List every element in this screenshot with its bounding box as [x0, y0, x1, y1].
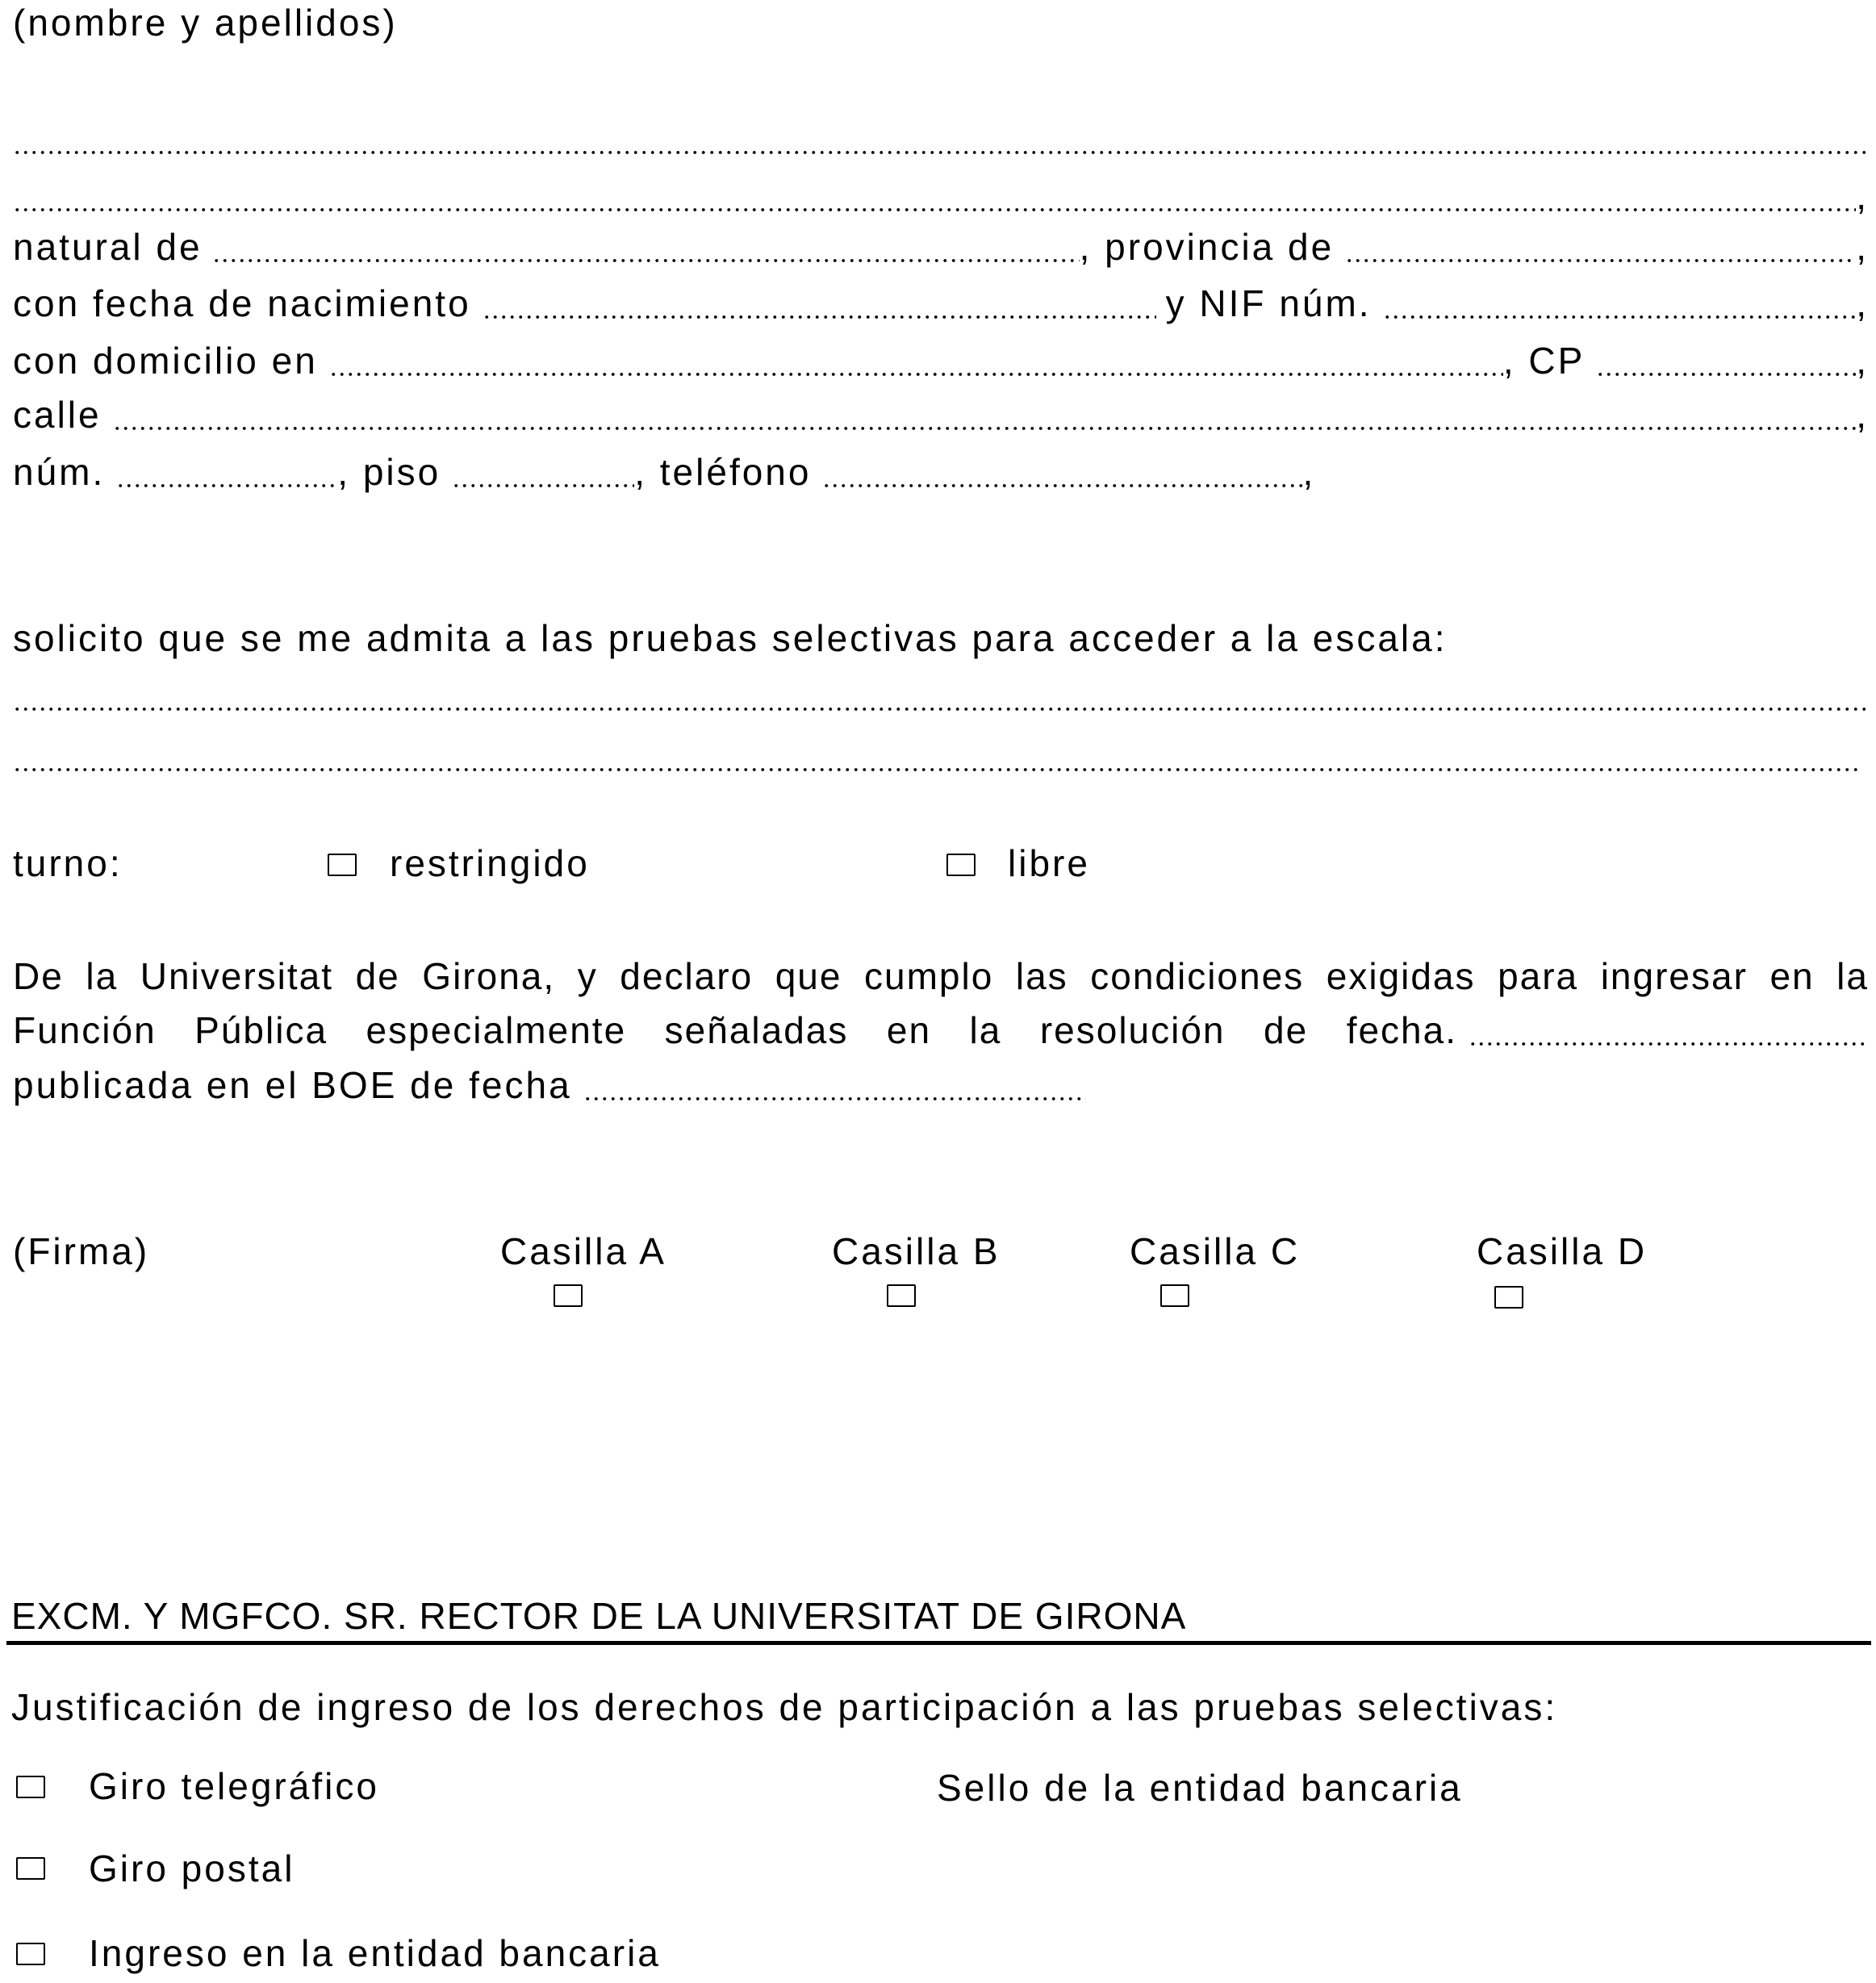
giro-telegrafico-label: Giro telegráfico	[89, 1765, 379, 1807]
turno-label: turno:	[13, 842, 123, 884]
casilla-c-label: Casilla C	[1130, 1230, 1301, 1272]
telefono-field[interactable]	[822, 449, 1302, 495]
escala-line-2[interactable]	[13, 733, 1857, 779]
escala-field-2[interactable]	[13, 733, 1857, 779]
turno-libre-checkbox[interactable]	[946, 854, 976, 876]
nif-field[interactable]	[1383, 281, 1857, 326]
escala-line-1[interactable]	[13, 673, 1869, 718]
telefono-label: , teléfono	[634, 451, 812, 493]
birthdate-field[interactable]	[483, 281, 1156, 326]
comma: ,	[1856, 394, 1869, 436]
casilla-b-label: Casilla B	[832, 1230, 1001, 1272]
declaration-text-3: publicada en el BOE de fecha	[13, 1064, 572, 1106]
name-label	[13, 0, 398, 45]
domicilio-field[interactable]	[329, 338, 1503, 383]
resolucion-fecha-field[interactable]	[1469, 1008, 1869, 1053]
piso-field[interactable]	[452, 449, 634, 495]
name-field-line-1[interactable]	[13, 116, 1869, 161]
natural-label: natural de	[13, 226, 203, 268]
num-field[interactable]	[116, 449, 337, 495]
natural-row	[13, 224, 1869, 269]
cp-label: , CP	[1502, 340, 1586, 382]
provincia-field[interactable]	[1345, 224, 1856, 269]
giro-postal-checkbox[interactable]	[16, 1857, 45, 1880]
divider	[6, 1641, 1871, 1645]
turno-restringido-checkbox[interactable]	[328, 854, 357, 876]
declaration-line-2	[13, 1008, 1869, 1053]
comma: ,	[1856, 175, 1869, 217]
casilla-d-checkbox[interactable]	[1494, 1286, 1523, 1309]
num-label: núm.	[13, 451, 106, 493]
escala-field[interactable]	[13, 673, 1869, 718]
birth-row	[13, 281, 1869, 326]
casilla-c-checkbox[interactable]	[1160, 1284, 1189, 1307]
number-row	[13, 449, 1315, 495]
comma: ,	[1856, 340, 1869, 382]
nif-label: y NIF núm.	[1165, 282, 1372, 324]
declaration-line-1: De la Universitat de Girona, y declaro que cumplo las condiciones exigidas para ingresar en la	[13, 955, 1869, 997]
turno-restringido-label: restringido	[390, 842, 590, 884]
firma-label: (Firma)	[13, 1230, 150, 1272]
comma: ,	[1302, 451, 1316, 493]
name-field-line-2[interactable]	[13, 173, 1869, 219]
piso-label: , piso	[337, 451, 441, 493]
addressee: EXCM. Y MGFCO. SR. RECTOR DE LA UNIVERSITAT DE GIRONA	[11, 1595, 1187, 1637]
ingreso-bancario-checkbox[interactable]	[16, 1943, 45, 1965]
cp-field[interactable]	[1596, 338, 1856, 383]
comma: ,	[1856, 282, 1869, 324]
casilla-d-label: Casilla D	[1477, 1230, 1648, 1272]
turno-libre-label: libre	[1008, 842, 1090, 884]
payment-title: Justificación de ingreso de los derechos de participación a las pruebas selectivas:	[11, 1686, 1558, 1728]
giro-postal-label: Giro postal	[89, 1847, 295, 1889]
declaration-text-2: Función Pública especialmente señaladas en la resolución de fecha.	[13, 1009, 1457, 1051]
name-label-text: (nombre y apellidos)	[13, 2, 398, 44]
address-row	[13, 338, 1869, 383]
request-label: solicito que se me admita a las pruebas selectivas para acceder a la escala:	[13, 617, 1448, 659]
casilla-b-checkbox[interactable]	[887, 1284, 916, 1307]
name-leader[interactable]	[13, 116, 1869, 161]
casilla-a-label: Casilla A	[500, 1230, 666, 1272]
name-leader-2[interactable]	[13, 173, 1856, 219]
ingreso-bancario-label: Ingreso en la entidad bancaria	[89, 1932, 661, 1974]
casilla-a-checkbox[interactable]	[554, 1284, 583, 1307]
comma: ,	[1856, 226, 1869, 268]
birthdate-label: con fecha de nacimiento	[13, 282, 471, 324]
street-row	[13, 392, 1869, 437]
provincia-label: , provincia de	[1079, 226, 1335, 268]
calle-label: calle	[13, 394, 102, 436]
request-text	[13, 616, 1448, 661]
domicilio-label: con domicilio en	[13, 340, 318, 382]
boe-fecha-field[interactable]	[583, 1062, 1086, 1108]
natural-field[interactable]	[212, 224, 1080, 269]
calle-field[interactable]	[113, 392, 1857, 437]
giro-telegrafico-checkbox[interactable]	[16, 1776, 45, 1798]
declaration-line-3	[13, 1062, 1086, 1108]
stamp-label: Sello de la entidad bancaria	[937, 1767, 1463, 1809]
